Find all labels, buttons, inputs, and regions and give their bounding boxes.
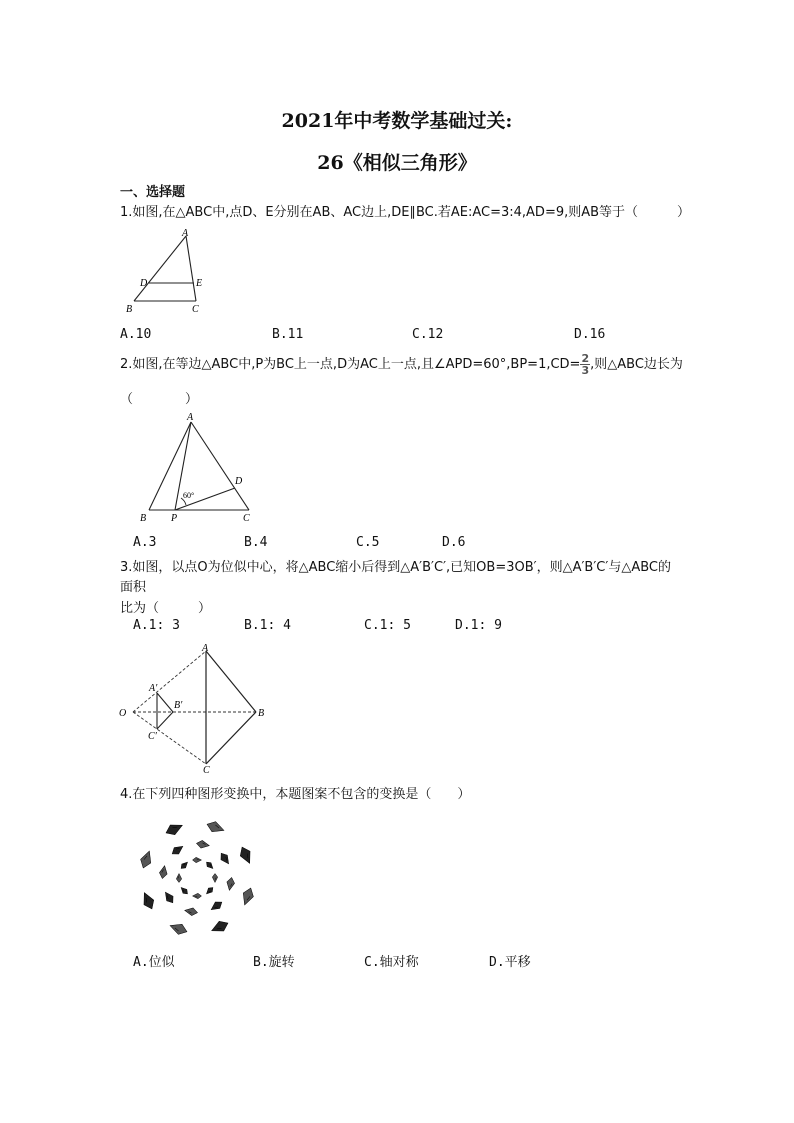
q1-label-d: D xyxy=(140,278,148,289)
fish-shape xyxy=(139,890,156,911)
q2-frac-num: 2 xyxy=(581,352,590,365)
q2-label-d: D xyxy=(235,476,243,487)
fish-shape xyxy=(205,860,215,870)
page-subtitle: 26《相似三角形》 xyxy=(317,152,477,174)
page-title: 2021年中考数学基础过关: xyxy=(281,110,513,132)
q1-option-a: A.10 xyxy=(120,327,152,342)
fish-shape xyxy=(170,843,185,857)
q4-option-c: C.轴对称 xyxy=(364,955,419,970)
q4-fish-pattern xyxy=(138,819,256,937)
q2-option-a: A.3 xyxy=(133,535,157,550)
fish-shape xyxy=(218,851,232,866)
question-3-text-line3: 比为（ ） xyxy=(120,601,212,616)
question-2-text xyxy=(120,352,683,378)
fish-shape xyxy=(226,877,236,891)
fish-shape xyxy=(184,907,198,917)
fish-shape xyxy=(209,899,224,913)
q2-label-a: A xyxy=(187,412,194,423)
q3-label-b: B xyxy=(258,708,265,719)
q3-option-c: C.1: 5 xyxy=(364,618,411,633)
q2-option-d: D.6 xyxy=(442,535,466,550)
q3-label-c: C xyxy=(203,765,210,774)
q3-label-c-prime: C′ xyxy=(148,731,157,742)
q2-frac-den: 3 xyxy=(581,364,590,377)
q3-option-d: D.1: 9 xyxy=(455,618,502,633)
fish-shape xyxy=(193,893,202,898)
q2-triangle-figure xyxy=(135,412,265,524)
q1-label-a: A xyxy=(182,228,189,239)
fish-shape xyxy=(176,874,181,883)
q1-label-b: B xyxy=(126,304,133,315)
q3-option-a: A.1: 3 xyxy=(133,618,180,633)
fish-shape xyxy=(168,921,189,937)
fish-shape xyxy=(240,886,256,907)
q4-option-d: D.平移 xyxy=(489,955,531,970)
question-3-text-line1: 3.如图，以点O为位似中心，将△ABC缩小后得到△A′B′C′,已知OB=3OB′，则△A′B′C′与△ABC的 xyxy=(120,560,671,575)
fish-shape xyxy=(196,840,210,850)
q1-triangle-figure xyxy=(120,226,220,318)
fish-shape xyxy=(138,849,154,870)
fish-shape xyxy=(159,865,169,879)
q3-label-a: A xyxy=(202,643,209,654)
q1-label-e: E xyxy=(196,278,203,289)
q4-option-b: B.旋转 xyxy=(253,955,295,970)
q2-option-c: C.5 xyxy=(356,535,380,550)
q2-label-c: C xyxy=(243,513,250,524)
q1-option-c: C.12 xyxy=(412,327,444,342)
q3-label-b-prime: B′ xyxy=(174,700,183,711)
q2-label-b: B xyxy=(140,513,147,524)
question-4-text: 4.在下列四种图形变换中，本题图案不包含的变换是（ ） xyxy=(120,787,471,802)
q2-option-b: B.4 xyxy=(244,535,268,550)
question-1-text: 1.如图,在△ABC中,点D、E分别在AB、AC边上,DE∥BC.若AE:AC=3:4,AD=9,则AB等于（ ） xyxy=(120,205,691,220)
q2-angle-label: 60° xyxy=(183,491,195,500)
section-heading: 一、选择题 xyxy=(120,185,186,200)
q2-label-p: P xyxy=(171,513,178,524)
fish-shape xyxy=(212,874,217,883)
question-3-text-line2: 面积 xyxy=(120,580,147,595)
fish-shape xyxy=(162,890,176,905)
q1-label-c: C xyxy=(192,304,199,315)
q3-homothety-figure xyxy=(115,642,275,774)
q3-label-o: O xyxy=(119,708,127,719)
fish-shape xyxy=(209,918,230,935)
fish-shape xyxy=(205,819,226,835)
fish-shape xyxy=(237,845,254,866)
q3-label-a-prime: A′ xyxy=(149,683,158,694)
q2-text-after: ,则△ABC边长为 xyxy=(590,357,683,372)
q2-fraction xyxy=(580,353,590,376)
q2-paren: （ ） xyxy=(120,392,199,407)
q4-option-a: A.位似 xyxy=(133,955,175,970)
q3-option-b: B.1: 4 xyxy=(244,618,291,633)
q4-pattern-figure xyxy=(125,808,270,948)
fish-shape xyxy=(179,886,189,896)
fish-shape xyxy=(205,886,215,896)
q1-option-d: D.16 xyxy=(574,327,606,342)
q2-text-before: 2.如图,在等边△ABC中,P为BC上一点,D为AC上一点,且∠APD=60°,BP=1,CD= xyxy=(120,357,581,372)
fish-shape xyxy=(179,860,189,870)
fish-shape xyxy=(164,820,185,837)
q1-option-b: B.11 xyxy=(272,327,304,342)
fish-shape xyxy=(193,857,202,862)
